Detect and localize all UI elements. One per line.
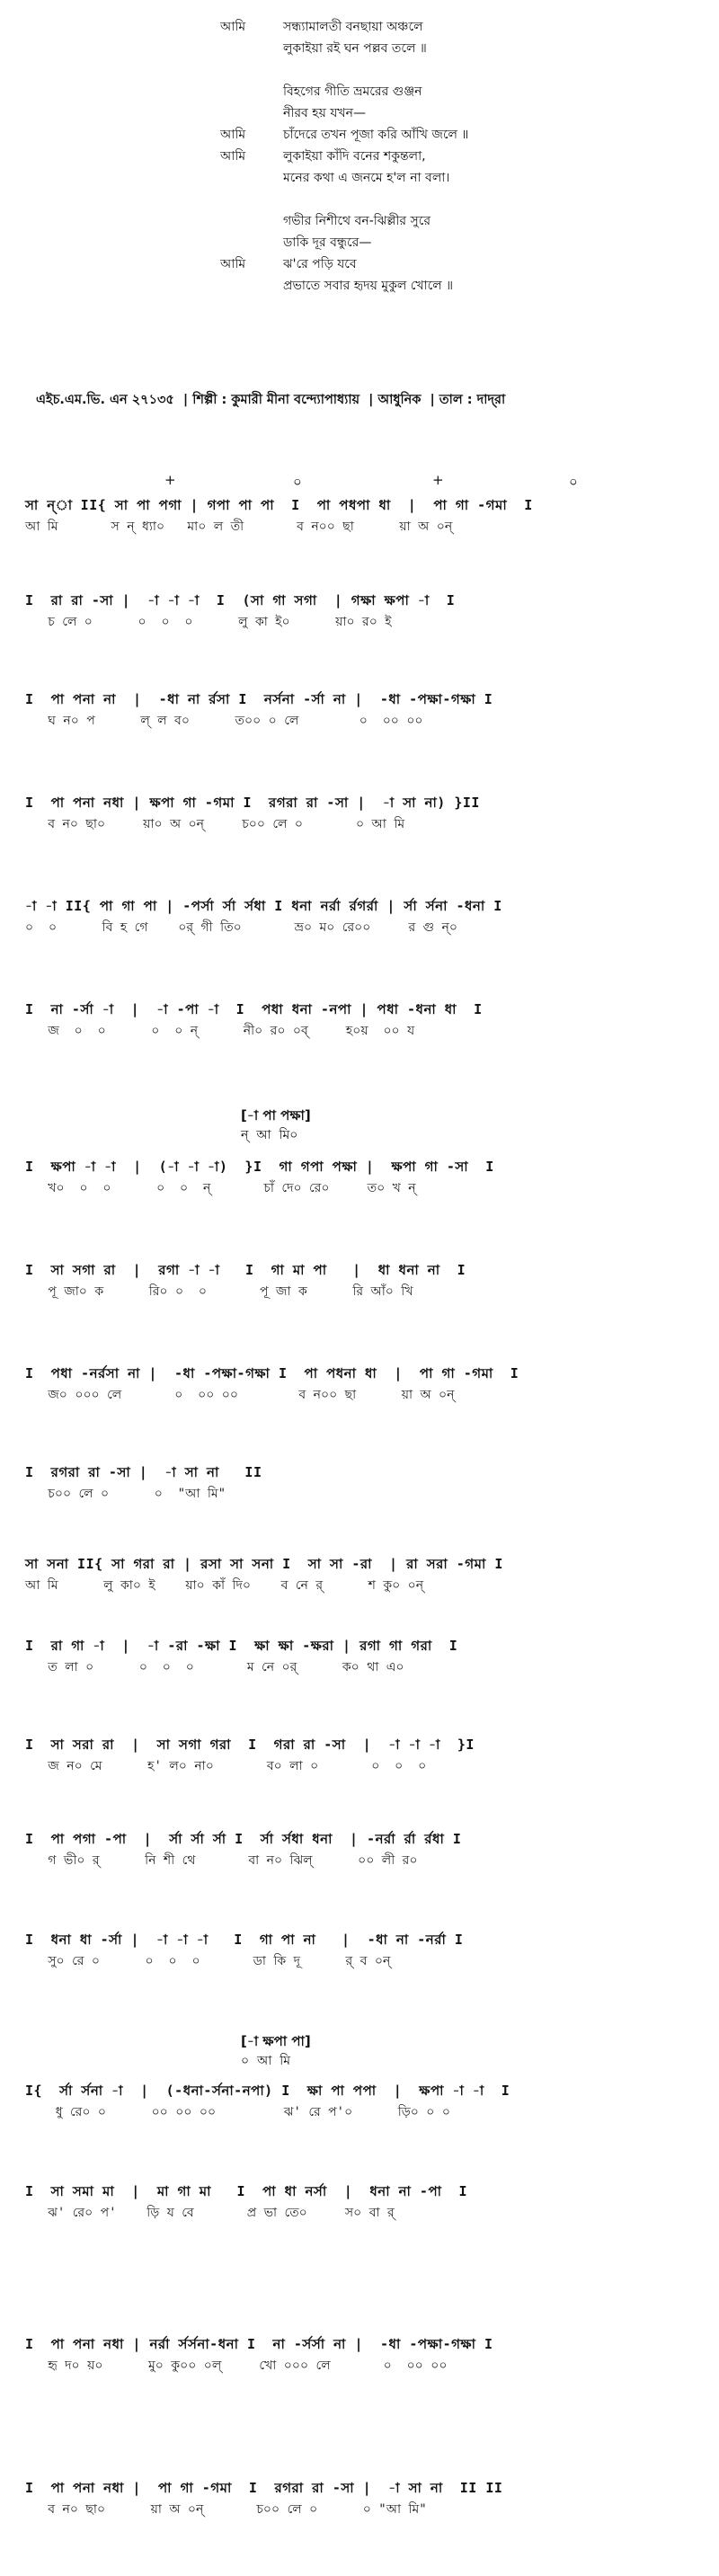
lyric-text: ডাকি দূর বন্ধুরে— xyxy=(283,235,372,250)
lyric-text: সন্ধ্যামালতী বনছায়া অঞ্চলে xyxy=(283,20,423,34)
swara-line: I পধা -নর্রসা না | -ধা -পক্ষা-গক্ষা I পা পধনা ধা | পা গা -গমা I xyxy=(25,1365,519,1381)
lyrics-block xyxy=(220,16,688,318)
word-line: পূ জা০ ক রি০ ০ ০ পূ জা ক রি আঁ০ খি xyxy=(25,1284,413,1299)
notation-block-6 xyxy=(25,998,694,1041)
swara-line: I সা সগা রা | রগা -া -া I গা মা পা | ধা ধনা না I xyxy=(25,1262,466,1278)
swara-line: সা ন্‌া II{ সা পা পগা | গপা পা পা I পা পধপা ধা | পা গা -গমা I xyxy=(25,497,533,513)
swara-line: সা সনা II{ সা গরা রা | রসা সা সনা I সা সা -রা | রা সরা -গমা I xyxy=(25,1556,503,1572)
lyric-text: ঝ'রে পড়ি যবে xyxy=(283,257,357,271)
lyric-line xyxy=(220,124,688,146)
lyric-speaker xyxy=(220,38,283,59)
alt-passage-words: ০ আ মি xyxy=(241,2054,291,2068)
swara-line: I রা রা -সা | -া -া -া I (সা গা সগা | গক্ষা ক্ষপা -া I xyxy=(25,592,456,608)
lyrics-stanza-3 xyxy=(220,210,688,297)
notation-block-16 xyxy=(25,2079,694,2122)
swara-line: I ধনা ধা -র্সা | -া -া -া I গা পা না | -ধা না -নর্রা I xyxy=(25,1932,464,1948)
notation-block-15 xyxy=(25,1928,694,1971)
word-line: ব ন০ ছা০ য়া০ অ ০ন্‌ চ০০ লে ০ ০ আ মি xyxy=(25,817,405,831)
notation-block-14 xyxy=(25,1827,694,1870)
word-line: ঝ' রে০ প' ড়ি য বে প্র ভা তে০ স০ বা র্‌ xyxy=(48,2206,395,2220)
notation-block-3 xyxy=(25,688,694,731)
swara-line: I সা সমা মা | মা গা মা I পা ধা নর্সা | ধনা না -পা I xyxy=(25,2183,468,2199)
lyric-text: নীরব হয় যখন— xyxy=(283,106,366,120)
word-line: ধু রে০ ০ ০০ ০০ ০০ ঝ' রে প'০ ড়ি০ ০ ০ xyxy=(25,2105,450,2119)
swara-line: I ক্ষপা -া -া | (-া -া -া) }I গা গপা পক্ষা | ক্ষপা গা -সা I xyxy=(25,1159,494,1175)
lyric-text: গভীর নিশীথে বন-ঝিল্লীর সুরে xyxy=(283,214,431,228)
lyric-text: প্রভাতে সবার হৃদয় মুকুল খোলে ॥ xyxy=(283,279,454,293)
swara-line: I{ র্সা র্সনা -া | (-ধনা-র্সনা-নপা) I ক্ষা পা পপা | ক্ষপা -া -া I xyxy=(25,2083,510,2099)
swara-line: I পা পনা নধা | পা গা -গমা I রগরা রা -সা | -া সা না II II xyxy=(25,2480,503,2496)
notation-block-18 xyxy=(25,2332,694,2376)
alt-passage-notes: [-া ক্ষপা পা] xyxy=(241,2033,311,2049)
word-line: সু০ রে ০ ০ ০ ০ ডা কি দূ র্‌ ব ০ন্‌ xyxy=(48,1954,391,1968)
notation-block-8 xyxy=(25,1258,694,1301)
lyric-speaker xyxy=(220,167,283,189)
song-meta: এইচ.এম.ভি. এন ২৭১৩৫ | শিল্পী : কুমারী মীনা বন্দ্যোপাধ্যায় | আধুনিক | তাল : দাদ্‌রা xyxy=(36,393,506,407)
word-line: হৃ দ০ য়০ মু০ কু০০ ০ল্‌ খো ০০০ লে ০ ০০ ০০ xyxy=(25,2358,448,2373)
notation-block-17 xyxy=(25,2180,694,2223)
swara-line: I রগরা রা -সা | -া সা না II xyxy=(25,1464,262,1480)
alt-passage-words: ন্‌ আ মি০ xyxy=(241,1128,298,1142)
notation-block-10 xyxy=(25,1461,694,1504)
word-line: ০ ০ বি হ গে ০র্‌ গী তি০ ভ্র০ ম০ রে০০ র গু ন্‌০ xyxy=(25,920,457,935)
lyric-line xyxy=(220,81,688,102)
word-line: আ মি স ন্‌ ধ্যা০ মা০ ল তী ব ন০০ ছা য়া অ ০ন্‌ xyxy=(25,520,453,534)
notation-block-11 xyxy=(25,1552,694,1595)
lyric-line xyxy=(220,102,688,124)
notation-block-7 xyxy=(25,1155,694,1198)
swara-line: I পা পগা -পা | র্সা র্সা র্সা I র্সা র্সধা ধনা | -নর্রা র্রা র্রধা I xyxy=(25,1831,462,1847)
word-line: ত লা ০ ০ ০ ০ ম নে ০র্‌ ক০ থা এ০ xyxy=(25,1660,404,1674)
lyric-speaker xyxy=(220,232,283,253)
word-line: আ মি লু কা০ ই য়া০ কাঁ দি০ ব নে র্‌ শ কু০ ০ন্‌ xyxy=(25,1578,424,1593)
notation-block-13 xyxy=(25,1733,694,1776)
alt-passage-notes: [-া পা পক্ষা] xyxy=(241,1107,311,1124)
beat-markers xyxy=(25,472,694,493)
lyric-speaker xyxy=(220,210,283,232)
notation-block-19 xyxy=(25,2476,694,2519)
lyric-line xyxy=(220,16,688,38)
swara-line: I না -র্সা -া | -া -পা -া I পধা ধনা -নপা | পধা -ধনা ধা I xyxy=(25,1001,483,1017)
swara-line: I পা পনা নধা | নর্রা র্সর্সনা-ধনা I না -র্সর্সা না | -ধা -পক্ষা-গক্ষা I xyxy=(25,2336,493,2352)
lyric-line xyxy=(220,38,688,59)
lyric-speaker: আমি xyxy=(220,128,246,142)
word-line: জ ন০ মে হ' ল০ না০ ব০ লা ০ ০ ০ ০ xyxy=(25,1759,427,1773)
lyric-speaker xyxy=(220,102,283,124)
lyric-line xyxy=(220,146,688,167)
beat-marker: ০ xyxy=(569,474,578,490)
lyric-line xyxy=(220,275,688,297)
beat-marker: ০ xyxy=(293,474,302,490)
notation-block-12 xyxy=(25,1634,694,1677)
swara-line: -া -া II{ পা গা পা | -পর্সা র্সা র্সধা I ধনা নর্রা র্রগর্রা | র্সা র্সনা -ধনা I xyxy=(25,898,502,914)
notation-block-1 xyxy=(25,472,694,537)
lyric-line xyxy=(220,210,688,232)
lyric-text: চাঁদেরে তখন পূজা করি আঁখি জলে ॥ xyxy=(283,128,469,142)
lyrics-stanza-1 xyxy=(220,16,688,59)
lyric-text: লুকাইয়া কাঁদি বনের শকুন্তলা, xyxy=(283,149,426,164)
lyric-speaker: আমি xyxy=(220,149,246,164)
swara-line: I পা পনা নধা | ক্ষপা গা -গমা I রগরা রা -সা | -া সা না) }II xyxy=(25,795,480,811)
lyrics-stanza-2 xyxy=(220,81,688,189)
notation-block-5 xyxy=(25,894,694,937)
word-line: ব ন০ ছা০ য়া অ ০ন্‌ চ০০ লে ০ ০ "আ মি" xyxy=(25,2502,427,2517)
notation-block-4 xyxy=(25,791,694,834)
lyric-speaker xyxy=(220,81,283,102)
tala-label: তাল : দাদ্‌রা xyxy=(439,393,506,407)
alt-passage-2 xyxy=(25,2031,694,2071)
lyric-line xyxy=(220,253,688,275)
word-line: চ০০ লে ০ ০ "আ মি" xyxy=(25,1487,226,1501)
lyric-text: মনের কথা এ জনমে হ'ল না বলা। xyxy=(283,171,450,185)
alt-passage-1 xyxy=(25,1106,694,1145)
lyric-line xyxy=(220,167,688,189)
word-line: চ লে ০ ০ ০ ০ লু কা ই০ য়া০ র০ ই xyxy=(25,615,392,629)
word-line: জ ০ ০ ০ ০ ন্‌ নী০ র০ ০ব্‌ হ০য় ০০ য xyxy=(25,1024,415,1038)
word-line: ঘ ন০ প ল্‌ ল ব০ ত০০ ০ লে ০ ০০ ০০ xyxy=(25,714,423,728)
lyric-line xyxy=(220,232,688,253)
lyric-text: লুকাইয়া রই ঘন পল্লব তলে ॥ xyxy=(283,41,427,56)
lyric-speaker: আমি xyxy=(220,20,246,34)
swara-line: I রা গা -া | -া -রা -ক্ষা I ক্ষা ক্ষা -ক্ষরা | রগা গা গরা I xyxy=(25,1638,458,1654)
record-number: এইচ.এম.ভি. এন ২৭১৩৫ xyxy=(36,393,174,407)
word-line: খ০ ০ ০ ০ ০ ন্‌ চাঁ দে০ রে০ ত০ খ ন্‌ xyxy=(48,1181,416,1195)
swara-line: I সা সরা রা | সা সগা গরা I গরা রা -সা | -া -া -া }I xyxy=(25,1737,475,1753)
genre-label: আধুনিক xyxy=(377,393,422,407)
notation-block-2 xyxy=(25,589,694,632)
notation-block-9 xyxy=(25,1362,694,1405)
lyric-speaker: আমি xyxy=(220,257,246,271)
word-line: গ ভী০ র্‌ নি শী থে বা ন০ ঝিল্‌ ০০ লী র০ xyxy=(25,1853,418,1868)
beat-marker: + xyxy=(164,472,176,488)
swara-line: I পা পনা না | -ধা না র্রসা I নর্সনা -র্সা না | -ধা -পক্ষা-গক্ষা I xyxy=(25,691,493,707)
artist-name: শিল্পী : কুমারী মীনা বন্দ্যোপাধ্যায় xyxy=(192,393,360,407)
beat-marker: + xyxy=(432,472,444,488)
lyric-text: বিহগের গীতি ভ্রমরের গুঞ্জন xyxy=(283,84,422,99)
lyric-speaker xyxy=(220,275,283,297)
word-line: জ০ ০০০ লে ০ ০০ ০০ ব ন০০ ছা য়া অ ০ন্‌ xyxy=(48,1388,455,1402)
